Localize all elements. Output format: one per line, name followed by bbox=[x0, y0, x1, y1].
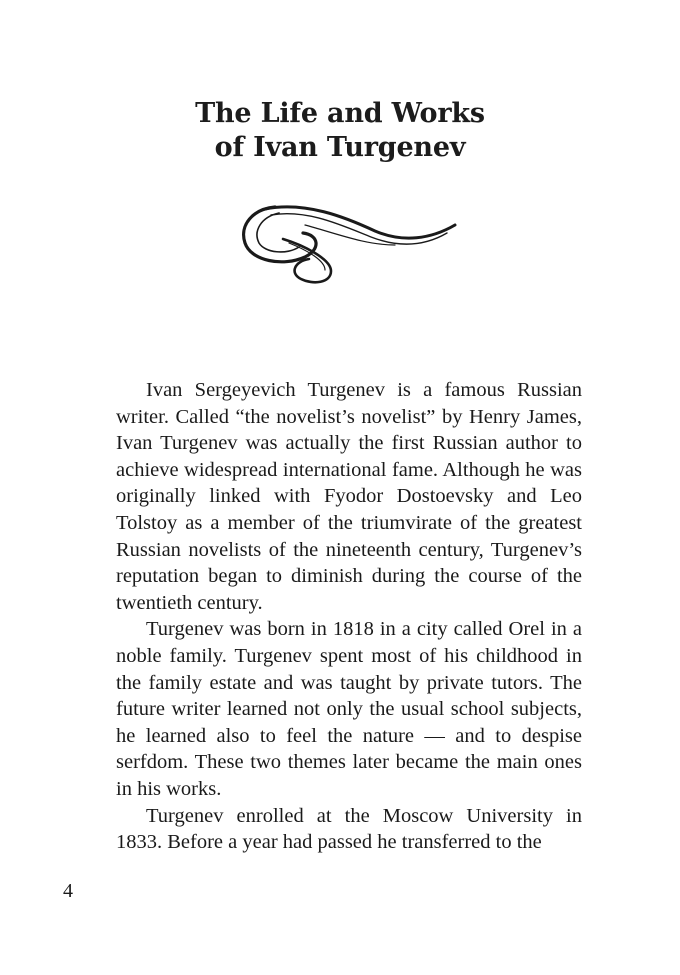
chapter-title-line-2: of Ivan Turgenev bbox=[214, 132, 466, 163]
flourish-ornament-icon bbox=[235, 195, 460, 290]
paragraph-3: Turgenev enrolled at the Moscow University in 1833. Before a year had passed he transferred to the bbox=[116, 804, 582, 854]
chapter-title bbox=[0, 97, 680, 165]
page-number: 4 bbox=[63, 880, 73, 902]
paragraph-2: Turgenev was born in 1818 in a city called Orel in a noble family. Turgenev spent most of his childhood in the family estate and was taught by private tutors. The future writer learned not only the usual school subjects, he learned also to feel the nature — and to despise serfdom. These two themes later became the main ones in his works. bbox=[116, 618, 582, 800]
chapter-title-line-1: The Life and Works bbox=[195, 98, 485, 129]
body-text bbox=[116, 377, 582, 856]
paragraph-1: Ivan Sergeyevich Turgenev is a famous Russian writer. Called “the novelist’s novelist” by Henry James, Ivan Turgenev was actually the first Russian author to achieve widespread international fame. Although he was originally linked with Fyodor Dostoevsky and Leo Tolstoy as a member of the triumvirate of the greatest Russian novelists of the nineteenth century, Turgenev’s reputation began to diminish during the course of the twentieth century. bbox=[116, 379, 582, 614]
